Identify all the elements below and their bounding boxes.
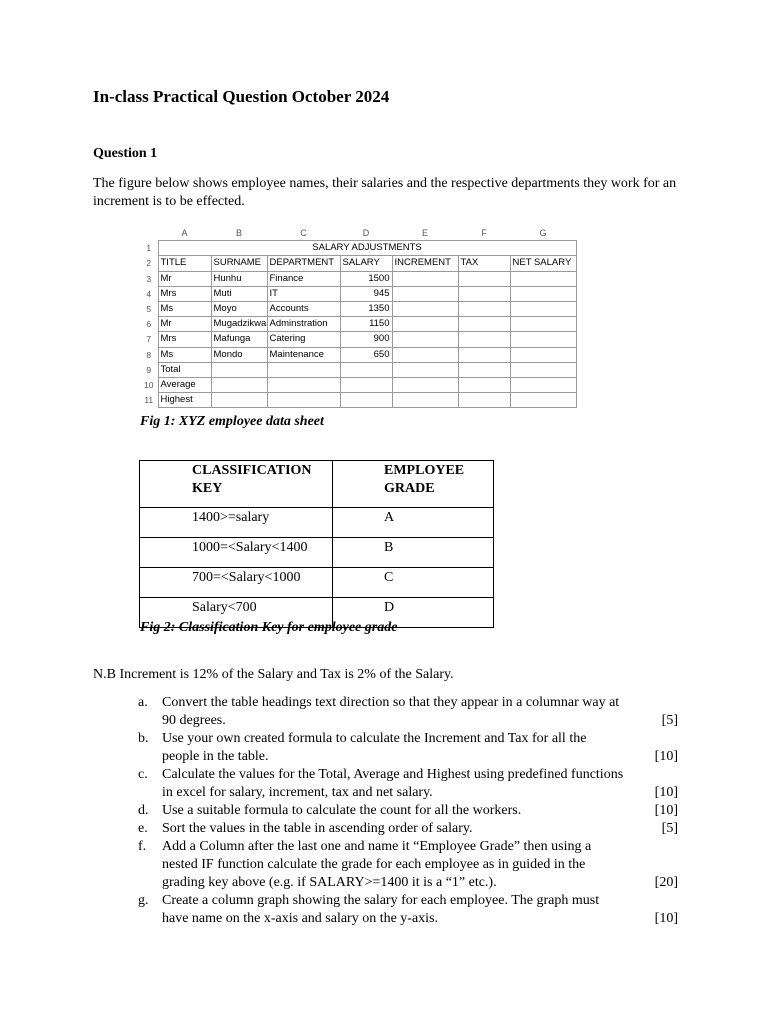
task-item: [138, 766, 678, 802]
task-marks: [5]: [661, 713, 678, 728]
sheet-row-number: 6: [146, 319, 152, 330]
sheet-row-number: 9: [146, 364, 152, 375]
sheet-data-row: [140, 271, 576, 286]
sheet-empty-cell: [458, 377, 510, 392]
sheet-data-row: [140, 317, 576, 332]
sheet-header-cell: DEPARTMENT: [267, 256, 340, 271]
task-label: f.: [138, 839, 147, 854]
sheet-cell-salary: 945: [340, 286, 392, 301]
task-text: Use a suitable formula to calculate the count for all the workers.: [162, 803, 522, 818]
classification-key-table: [139, 460, 494, 628]
sheet-column-letter: C: [300, 228, 307, 239]
key-cell: 1400>=salary: [140, 508, 333, 538]
task-text-line: [162, 910, 678, 928]
sheet-corner-cell: [140, 226, 158, 241]
task-label: b.: [138, 731, 149, 746]
sheet-empty-cell: [510, 362, 576, 377]
sheet-empty-cell: [340, 393, 392, 408]
key-table-row: [140, 538, 494, 568]
grade-header-line: EMPLOYEE: [384, 463, 465, 478]
task-label: a.: [138, 695, 148, 710]
task-marks: [10]: [654, 749, 678, 764]
task-text: Create a column graph showing the salary for each employee. The graph must: [162, 893, 600, 908]
sheet-empty-cell: [510, 271, 576, 286]
sheet-empty-cell: [340, 377, 392, 392]
sheet-summary-label: Highest: [158, 393, 211, 408]
task-text: nested IF function calculate the grade for each employee as in guided in the: [162, 857, 586, 872]
task-marks: [20]: [654, 875, 678, 890]
sheet-banner-cell: SALARY ADJUSTMENTS: [158, 241, 576, 256]
sheet-summary-row: [140, 362, 576, 377]
sheet-empty-cell: [392, 332, 458, 347]
grade-cell: C: [333, 568, 494, 598]
sheet-column-letter: E: [421, 228, 428, 239]
task-text-line: [162, 892, 678, 910]
sheet-empty-cell: [458, 393, 510, 408]
task-item: [138, 838, 678, 892]
key-cell: 700=<Salary<1000: [140, 568, 333, 598]
key-cell: 1000=<Salary<1400: [140, 538, 333, 568]
sheet-cell-department: Maintenance: [267, 347, 340, 362]
task-text: Add a Column after the last one and name it “Employee Grade” then using a: [162, 839, 592, 854]
nota-bene: N.B Increment is 12% of the Salary and Tax is 2% of the Salary.: [93, 667, 454, 682]
task-label: g.: [138, 893, 149, 908]
sheet-cell-surname: Mugadzikwa: [211, 317, 267, 332]
sheet-summary-label: Total: [158, 362, 211, 377]
sheet-cell-surname: Hunhu: [211, 271, 267, 286]
sheet-empty-cell: [458, 286, 510, 301]
task-label: e.: [138, 821, 148, 836]
task-text-line: [162, 856, 678, 874]
sheet-empty-cell: [392, 393, 458, 408]
sheet-header-cell: SALARY: [340, 256, 392, 271]
sheet-cell-title: Mr: [158, 271, 211, 286]
task-marks: [10]: [654, 785, 678, 800]
sheet-row-number: 3: [146, 273, 152, 284]
grade-header-cell: [333, 461, 494, 508]
task-item: [138, 802, 678, 820]
sheet-cell-department: Adminstration: [267, 317, 340, 332]
sheet-cell-surname: Mafunga: [211, 332, 267, 347]
key-header-line: KEY: [192, 481, 223, 496]
sheet-empty-cell: [211, 393, 267, 408]
sheet-empty-cell: [458, 317, 510, 332]
sheet-header-cell: SURNAME: [211, 256, 267, 271]
sheet-row-number: 4: [146, 288, 152, 299]
task-item: [138, 820, 678, 838]
task-text-line: [162, 784, 678, 802]
sheet-empty-cell: [510, 332, 576, 347]
key-table-row: [140, 568, 494, 598]
task-text: people in the table.: [162, 749, 269, 764]
sheet-empty-cell: [392, 347, 458, 362]
intro-paragraph: The figure below shows employee names, their salaries and the respective departments they work for an increment is to be effected.: [93, 176, 677, 209]
sheet-column-header-row: [140, 226, 576, 241]
sheet-row-number: 8: [146, 349, 152, 360]
task-list: [138, 694, 678, 928]
sheet-empty-cell: [340, 362, 392, 377]
sheet-row: [140, 256, 576, 271]
sheet-cell-department: Accounts: [267, 301, 340, 316]
sheet-cell-title: Ms: [158, 301, 211, 316]
sheet-column-letter: F: [481, 228, 487, 239]
sheet-empty-cell: [392, 362, 458, 377]
key-table-row: [140, 508, 494, 538]
sheet-empty-cell: [510, 286, 576, 301]
sheet-empty-cell: [267, 362, 340, 377]
sheet-cell-salary: 1350: [340, 301, 392, 316]
sheet-empty-cell: [510, 301, 576, 316]
task-text-line: [162, 802, 678, 820]
sheet-cell-title: Mr: [158, 317, 211, 332]
sheet-empty-cell: [510, 317, 576, 332]
sheet-empty-cell: [458, 332, 510, 347]
sheet-cell-surname: Moyo: [211, 301, 267, 316]
sheet-cell-salary: 900: [340, 332, 392, 347]
sheet-empty-cell: [392, 377, 458, 392]
sheet-empty-cell: [392, 317, 458, 332]
sheet-cell-surname: Muti: [211, 286, 267, 301]
sheet-cell-department: Catering: [267, 332, 340, 347]
sheet-column-letter: B: [235, 228, 242, 239]
task-text-line: [162, 820, 678, 838]
task-text: Convert the table headings text direction so that they appear in a columnar way at: [162, 695, 620, 710]
sheet-empty-cell: [510, 393, 576, 408]
sheet-row-number: 1: [146, 243, 152, 254]
key-header-cell: [140, 461, 333, 508]
task-item: [138, 694, 678, 730]
task-text: Calculate the values for the Total, Average and Highest using predefined functions: [162, 767, 624, 782]
spreadsheet-figure: [140, 226, 576, 411]
task-text-line: [162, 730, 678, 748]
document-title: In-class Practical Question October 2024: [93, 87, 390, 106]
sheet-cell-salary: 1150: [340, 317, 392, 332]
sheet-cell-title: Mrs: [158, 286, 211, 301]
task-text-line: [162, 838, 678, 856]
grade-header-line: GRADE: [384, 481, 435, 496]
sheet-cell-department: IT: [267, 286, 340, 301]
task-text: Sort the values in the table in ascending order of salary.: [162, 821, 473, 836]
sheet-empty-cell: [267, 393, 340, 408]
sheet-cell-title: Ms: [158, 347, 211, 362]
figure-2-caption: Fig 2: Classification Key for employee grade: [140, 620, 398, 635]
task-label: c.: [138, 767, 148, 782]
sheet-data-row: [140, 301, 576, 316]
sheet-header-cell: TITLE: [158, 256, 211, 271]
sheet-empty-cell: [392, 301, 458, 316]
task-text-line: [162, 748, 678, 766]
sheet-row-number: 2: [146, 258, 152, 269]
grade-cell: A: [333, 508, 494, 538]
task-marks: [5]: [661, 821, 678, 836]
task-label: d.: [138, 803, 149, 818]
task-item: [138, 730, 678, 766]
sheet-empty-cell: [392, 271, 458, 286]
sheet-row-number: 11: [144, 395, 154, 406]
sheet-empty-cell: [458, 347, 510, 362]
task-text: 90 degrees.: [162, 713, 226, 728]
sheet-row-number: 10: [144, 379, 154, 390]
grade-cell: B: [333, 538, 494, 568]
task-text-line: [162, 694, 678, 712]
sheet-cell-department: Finance: [267, 271, 340, 286]
sheet-empty-cell: [211, 377, 267, 392]
sheet-data-row: [140, 332, 576, 347]
task-marks: [10]: [654, 911, 678, 926]
task-text-line: [162, 712, 678, 730]
sheet-column-letter: D: [362, 228, 370, 239]
task-text: grading key above (e.g. if SALARY>=1400 it is a “1” etc.).: [162, 875, 497, 890]
sheet-cell-salary: 650: [340, 347, 392, 362]
sheet-cell-surname: Mondo: [211, 347, 267, 362]
task-item: [138, 892, 678, 928]
sheet-summary-row: [140, 377, 576, 392]
sheet-header-cell: INCREMENT: [392, 256, 458, 271]
grade-cell: D: [333, 598, 494, 628]
sheet-cell-salary: 1500: [340, 271, 392, 286]
sheet-row-number: 5: [146, 304, 152, 315]
key-table-header-row: [140, 461, 494, 508]
sheet-column-letter: A: [181, 228, 188, 239]
sheet-empty-cell: [458, 271, 510, 286]
sheet-empty-cell: [458, 362, 510, 377]
sheet-row-number: 7: [146, 334, 152, 345]
sheet-header-cell: TAX: [458, 256, 510, 271]
key-cell: Salary<700: [140, 598, 333, 628]
task-text-line: [162, 766, 678, 784]
question-heading: Question 1: [93, 146, 158, 161]
task-text-line: [162, 874, 678, 892]
task-text: Use your own created formula to calculate the Increment and Tax for all the: [162, 731, 587, 746]
figure-1-caption: Fig 1: XYZ employee data sheet: [140, 414, 324, 429]
sheet-empty-cell: [458, 301, 510, 316]
sheet-empty-cell: [392, 286, 458, 301]
sheet-cell-title: Mrs: [158, 332, 211, 347]
sheet-data-row: [140, 347, 576, 362]
sheet-column-letter: G: [539, 228, 547, 239]
key-header-line: CLASSIFICATION: [192, 463, 312, 478]
sheet-row: [140, 241, 576, 256]
sheet-data-row: [140, 286, 576, 301]
task-text: in excel for salary, increment, tax and net salary.: [162, 785, 433, 800]
sheet-summary-row: [140, 393, 576, 408]
sheet-summary-label: Average: [158, 377, 211, 392]
sheet-header-cell: NET SALARY: [510, 256, 576, 271]
sheet-empty-cell: [510, 347, 576, 362]
sheet-empty-cell: [267, 377, 340, 392]
sheet-empty-cell: [510, 377, 576, 392]
sheet-empty-cell: [211, 362, 267, 377]
task-text: have name on the x-axis and salary on the y-axis.: [162, 911, 439, 926]
task-marks: [10]: [654, 803, 678, 818]
